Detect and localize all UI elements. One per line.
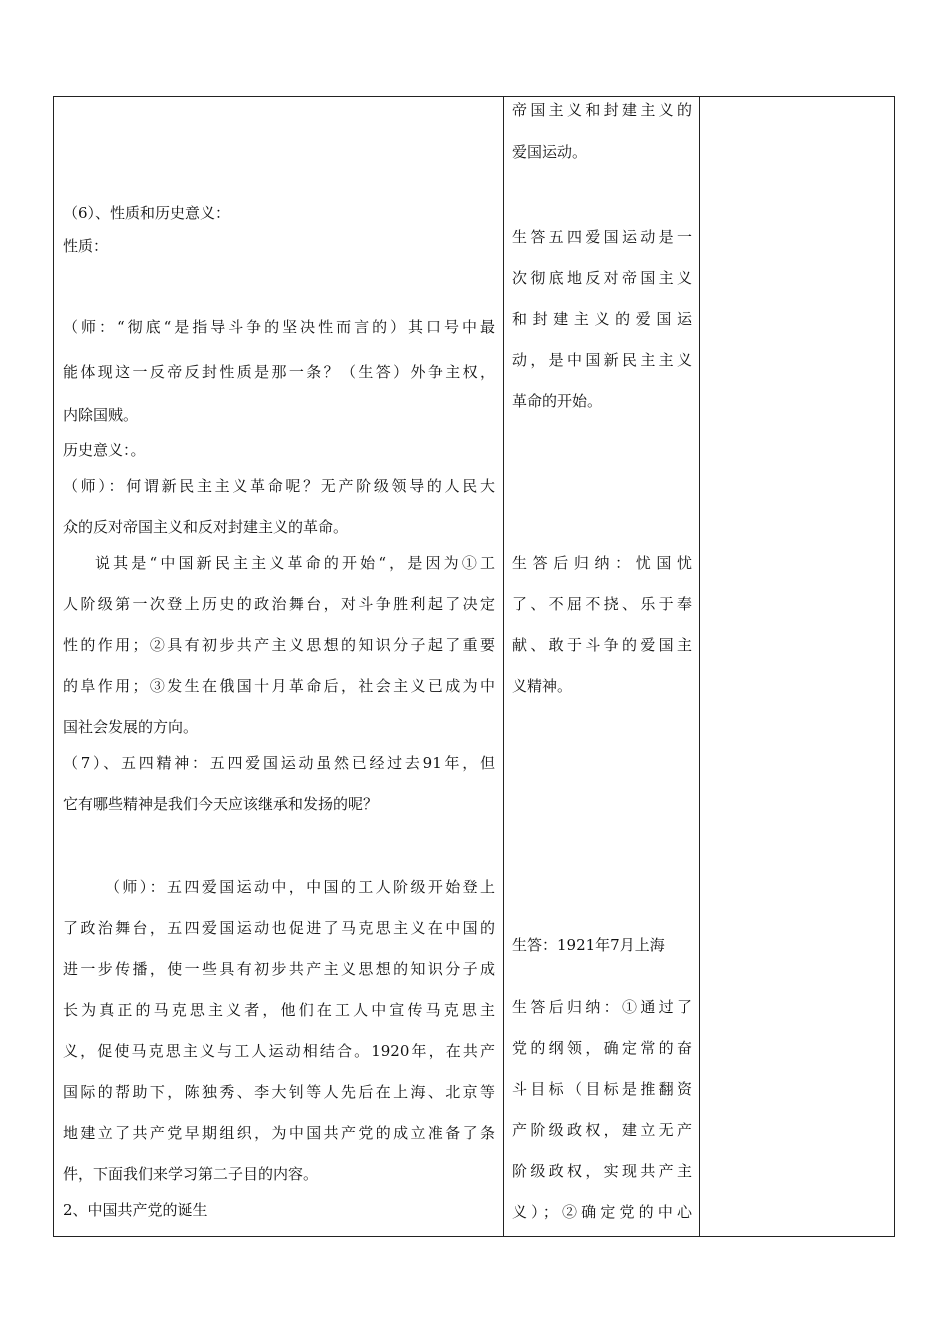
teaching-content-column [63,97,495,1236]
text-line: 件，下面我们来学习第二子目的内容。 [63,1165,319,1183]
text-line: 党的纲领，确定常的奋 [512,1039,692,1057]
text-line: （7）、五四精神：五四爱国运动虽然已经过去91年，但 [63,754,495,772]
column-divider [503,97,504,1236]
text-line: 义）；②确定党的中心 [512,1203,692,1221]
text-line: 性质： [63,237,109,255]
text-line: 生答五四爱国运动是一 [512,228,692,246]
text-line: 国际的帮助下，陈独秀、李大钊等人先后在上海、北京等 [63,1083,495,1101]
text-line: 国社会发展的方向。 [63,718,199,736]
text-line: 生答：1921年7月上海 [512,936,665,954]
column-divider [699,97,700,1236]
text-line: 产阶级政权，建立无产 [512,1121,692,1139]
text-line: 进一步传播，使一些具有初步共产主义思想的知识分子成 [63,960,495,978]
text-line: 斗目标（目标是推翻资 [512,1080,692,1098]
text-line: 地建立了共产党早期组织，为中国共产党的成立准备了条 [63,1124,495,1142]
text-line: 献、敢于斗争的爱国主 [512,636,692,654]
text-line: 内除国贼。 [63,406,139,424]
text-line: 说其是“中国新民主主义革命的开始“，是因为①工 [95,554,495,572]
notes-column [708,97,888,1236]
text-line: 人阶级第一次登上历史的政治舞台，对斗争胜利起了决定 [63,595,495,613]
text-line: 历史意义：。 [63,441,146,459]
text-line: 阶级政权，实现共产主 [512,1162,692,1180]
text-line: 义，促使马克思主义与工人运动相结合。1920年，在共产 [63,1042,495,1060]
text-line: 生答后归纳：①通过了 [512,998,692,1016]
text-line: （师）：何谓新民主主义革命呢？无产阶级领导的人民大 [63,477,495,495]
text-line: 动，是中国新民主主义 [512,351,692,369]
text-line: 义精神。 [512,677,573,695]
text-line: 能体现这一反帝反封性质是那一条？（生答）外争主权， [63,363,495,381]
lesson-table [53,96,895,1237]
text-line: 的阜作用；③发生在俄国十月革命后，社会主义已成为中 [63,677,495,695]
text-line: 2、中国共产党的诞生 [63,1201,208,1219]
text-line: 和封建主义的爱国运 [512,310,692,328]
text-line: 帝国主义和封建主义的 [512,101,692,119]
text-line: 生答后归纳：忧国忧 [512,554,692,572]
text-line: （师：“彻底“是指导斗争的坚决性而言的）其口号中最 [63,318,495,336]
text-line: 革命的开始。 [512,392,603,410]
text-line: 爱国运动。 [512,143,588,161]
text-line: 长为真正的马克思主义者，他们在工人中宣传马克思主 [63,1001,495,1019]
text-line: 次彻底地反对帝国主义 [512,269,692,287]
text-line: （师）：五四爱国运动中，中国的工人阶级开始登上 [105,878,495,896]
text-line: 它有哪些精神是我们今天应该继承和发扬的呢？ [63,795,379,813]
text-line: 了政治舞台，五四爱国运动也促进了马克思主义在中国的 [63,919,495,937]
text-line: 了、不屈不挠、乐于奉 [512,595,692,613]
student-activity-column [512,97,692,1236]
text-line: 性的作用；②具有初步共产主义思想的知识分子起了重要 [63,636,495,654]
text-line: 众的反对帝国主义和反对封建主义的革命。 [63,518,349,536]
text-line: （6）、性质和历史意义： [63,204,231,222]
